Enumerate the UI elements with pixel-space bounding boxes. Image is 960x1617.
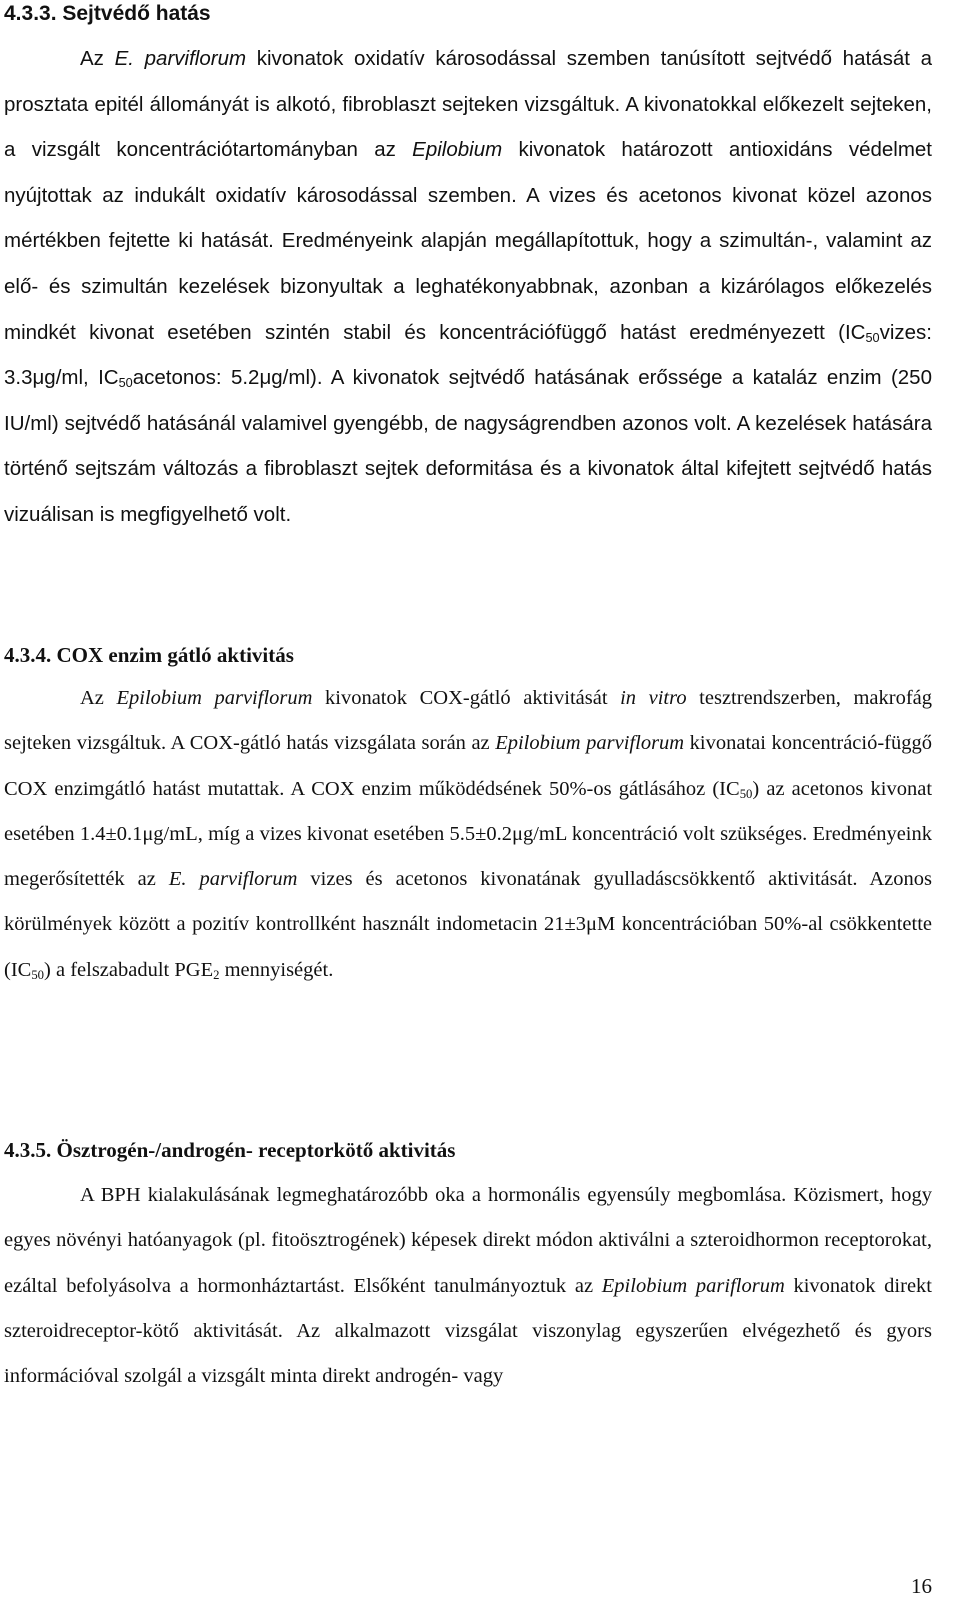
section-heading-4-3-3: 4.3.3. Sejtvédő hatás <box>4 2 211 25</box>
page-number: 16 <box>911 1574 932 1598</box>
section-heading-4-3-5: 4.3.5. Ösztrogén-/androgén- receptorkötő aktivitás <box>4 1138 456 1162</box>
paragraph-4-3-5: A BPH kialakulásának legmeghatározóbb oka a hormonális egyensúly megbomlása. Közismert, hogy egyes növényi hatóanyagok (pl. fitoösztrogének) képesek direkt módon aktiválni a szteroidhormon receptorokat, ezáltal befolyásolva a hormonháztartást. Elsőként tanulmányoztuk az Epilobium pariflorum kivonatok direkt szteroidreceptor-kötő aktivitását. Az alkalmazott vizsgálat viszonylag egyszerűen elvégezhető és gyors információval szolgál a vizsgált minta direkt androgén- vagy <box>4 1184 933 1388</box>
paragraph-4-3-4: Az Epilobium parviflorum kivonatok COX-gátló aktivitását in vitro tesztrendszerben, makrofág sejteken vizsgáltuk. A COX-gátló hatás vizsgálata során az Epilobium parviflorum kivonatai koncentráció-függő COX enzimgátló hatást mutattak. A COX enzim működédsének 50%-os gátlásához $(IC_{50})$ az acetonos kivonat esetében 1.4±0.1μg/mL, míg a vizes kivonat esetében 5.5±0.2μg/mL koncentráció volt szükséges. Eredményeink megerősítették az E. parviflorum vizes és acetonos kivonatának gyulladáscsökkentő aktivitását. Azonos körülmények között a pozitív kontrollként használt indometacin 21±3μM koncentrációban 50%-al csökkentette $(IC_{50})$ a felszabadult $PGE_2$ mennyiségét. <box>4 687 933 982</box>
section-heading-4-3-4: 4.3.4. COX enzim gátló aktivitás <box>4 643 294 667</box>
paragraph-4-3-3: Az E. parviflorum kivonatok oxidatív károsodással szemben tanúsított sejtvédő hatását a prosztata epitél állományát is alkotó, fibroblaszt sejteken vizsgáltuk. A kivonatokkal előkezelt sejteken, a vizsgált koncentrációtartományban az Epilobium kivonatok határozott antioxidáns védelmet nyújtottak az indukált oxidatív károsodással szemben. A vizes és acetonos kivonat közel azonos mértékben fejtette ki hatását. Eredményeink alapján megállapítottuk, hogy a szimultán-, valamint az elő- és szimultán kezelések bizonyultak a leghatékonyabbnak, azonban a kizárólagos előkezelés mindkét kivonat esetében szintén stabil és koncentrációfüggő hatást eredményezett ($IC_{50}vizes$: 3.3μg/ml, $IC_{50}acetonos$: 5.2μg/ml). A kivonatok sejtvédő hatásának erőssége a kataláz enzim (250 IU/ml) sejtvédő hatásánál valamivel gyengébb, de nagyságrendben azonos volt. A kezelések hatására történő sejtszám változás a fibroblaszt sejtek deformitása és a kivonatok által kifejtett sejtvédő hatás vizuálisan is megfigyelhető volt. <box>4 47 933 526</box>
